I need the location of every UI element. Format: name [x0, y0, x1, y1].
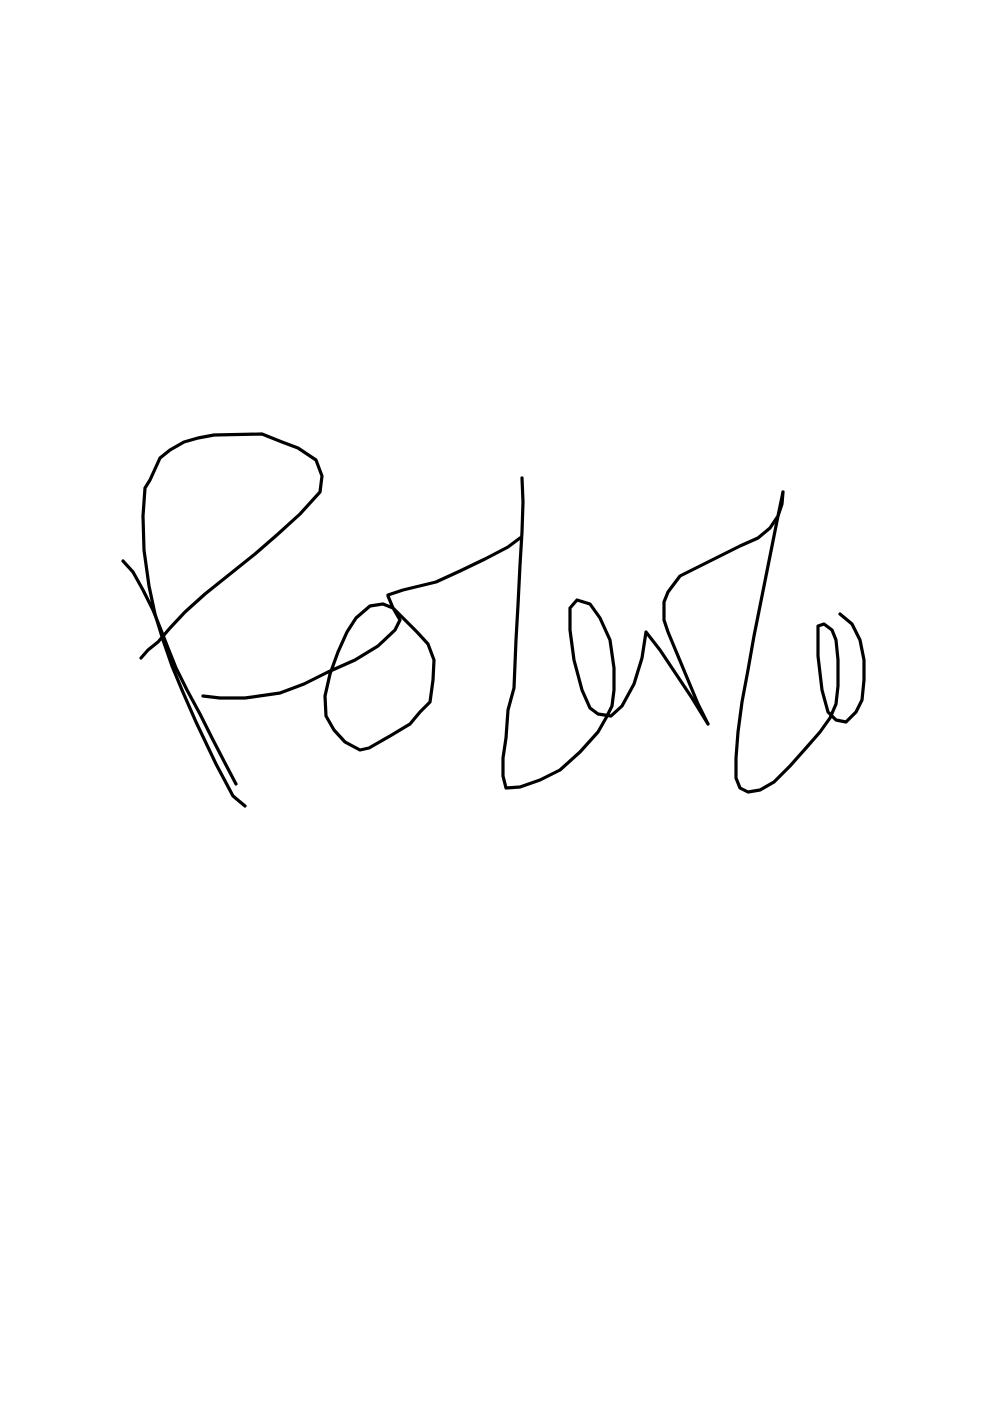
stroke-b — [503, 478, 708, 788]
stroke-o — [203, 596, 434, 750]
stroke-r-leg — [123, 561, 236, 784]
stroke-connector — [388, 538, 520, 595]
stroke-t — [736, 492, 864, 792]
stroke-e — [664, 492, 783, 724]
stroke-r-bowl — [141, 434, 322, 806]
signature-strokes — [123, 434, 864, 806]
